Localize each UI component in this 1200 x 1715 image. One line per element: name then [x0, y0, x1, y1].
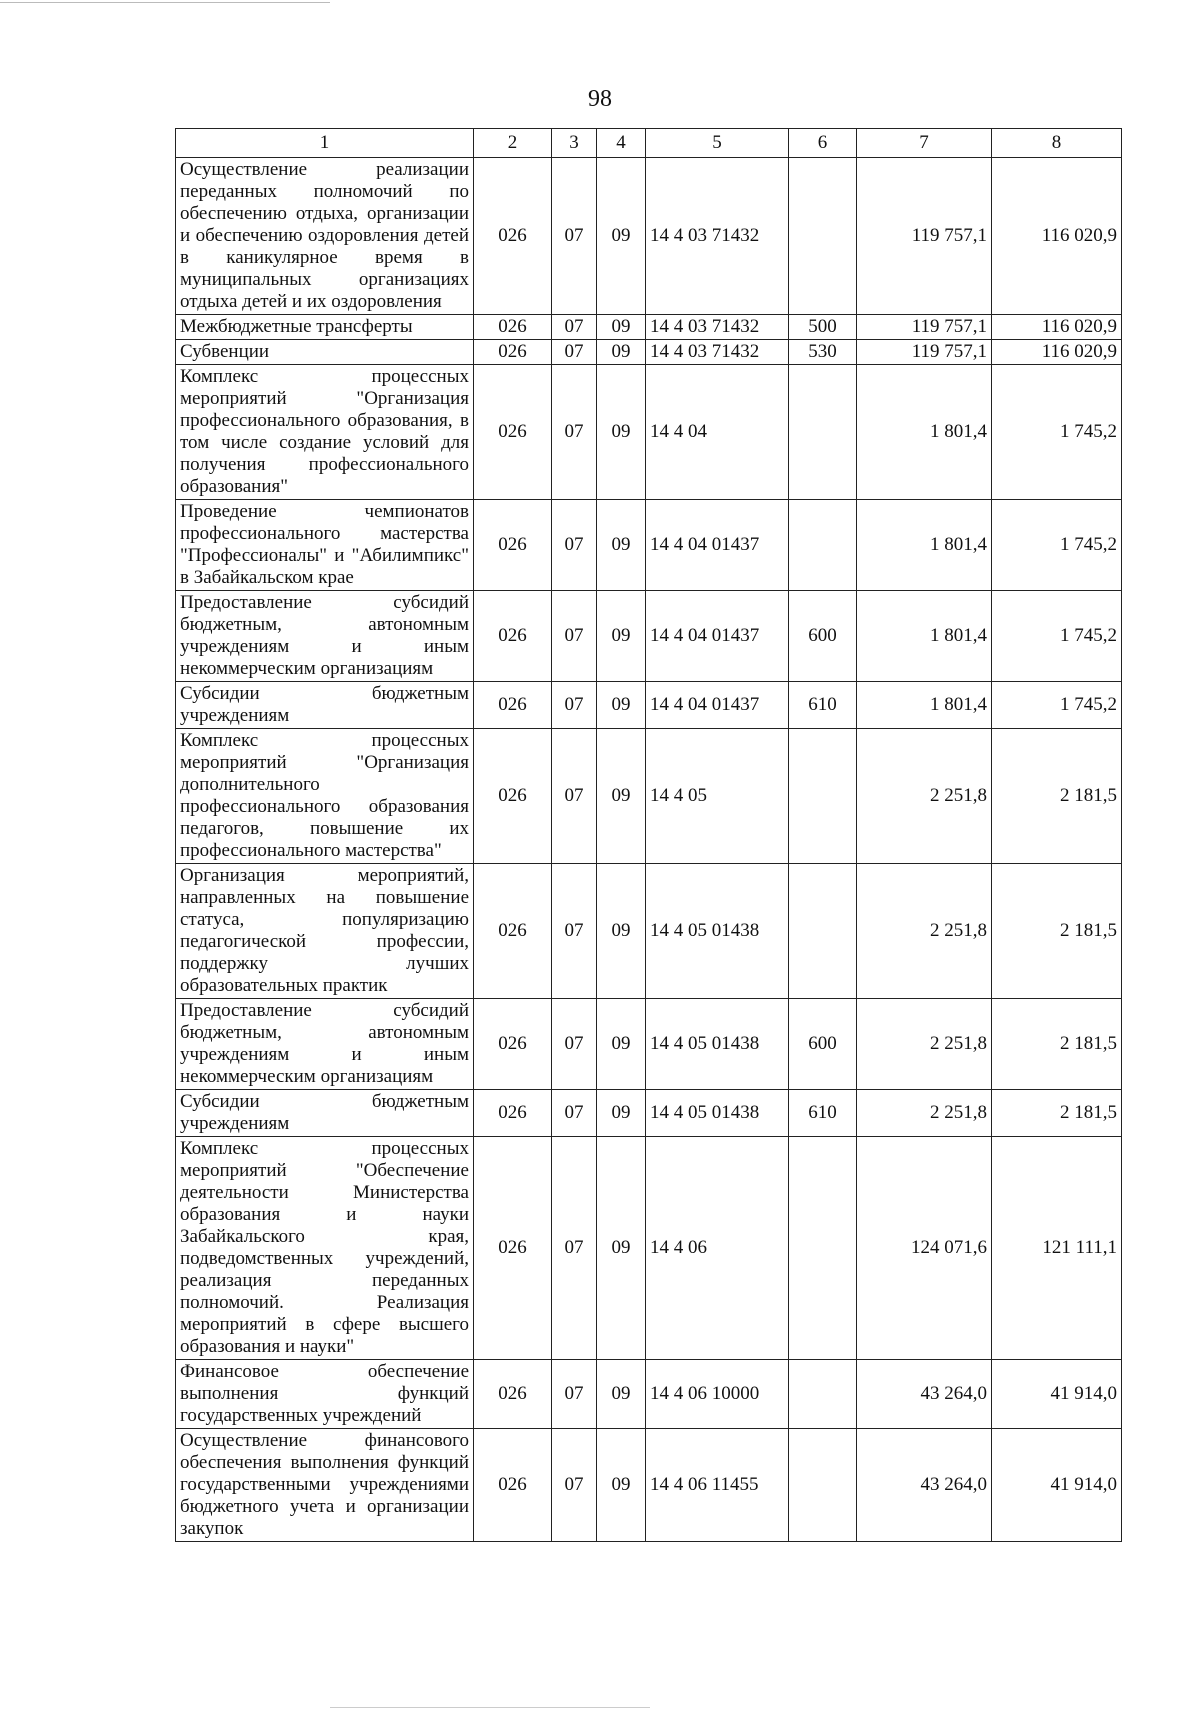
amount-col7: 1 801,4 [857, 591, 992, 682]
table-row [176, 340, 1122, 365]
subsection-code: 09 [597, 864, 646, 999]
column-header: 6 [789, 129, 857, 158]
column-header: 5 [646, 129, 789, 158]
row-name: Субсидии бюджетным учреждениям [176, 1090, 474, 1137]
table-row [176, 682, 1122, 729]
amount-col7: 43 264,0 [857, 1429, 992, 1542]
column-header: 2 [474, 129, 552, 158]
expense-type-code: 600 [789, 591, 857, 682]
row-name: Проведение чемпионатов профессионального мастерства "Профессионалы" и "Абилимпикс" в Забайкальском крае [176, 500, 474, 591]
target-article-code: 14 4 05 01438 [646, 999, 789, 1090]
ministry-code: 026 [474, 1137, 552, 1360]
table-row [176, 591, 1122, 682]
ministry-code: 026 [474, 864, 552, 999]
table-row [176, 315, 1122, 340]
row-name: Предоставление субсидий бюджетным, автономным учреждениям и иным некоммерческим организациям [176, 999, 474, 1090]
column-header: 8 [992, 129, 1122, 158]
ministry-code: 026 [474, 365, 552, 500]
target-article-code: 14 4 06 10000 [646, 1360, 789, 1429]
column-header: 4 [597, 129, 646, 158]
scan-artifact [0, 2, 330, 3]
amount-col7: 1 801,4 [857, 682, 992, 729]
target-article-code: 14 4 05 01438 [646, 864, 789, 999]
row-name: Осуществление финансового обеспечения выполнения функций государственными учреждениями бюджетного учета и организации закупок [176, 1429, 474, 1542]
budget-table [175, 128, 1122, 1542]
target-article-code: 14 4 04 01437 [646, 682, 789, 729]
ministry-code: 026 [474, 999, 552, 1090]
row-name: Субсидии бюджетным учреждениям [176, 682, 474, 729]
ministry-code: 026 [474, 591, 552, 682]
expense-type-code [789, 1360, 857, 1429]
expense-type-code [789, 729, 857, 864]
ministry-code: 026 [474, 682, 552, 729]
section-code: 07 [552, 1137, 597, 1360]
subsection-code: 09 [597, 340, 646, 365]
expense-type-code [789, 365, 857, 500]
amount-col8: 2 181,5 [992, 729, 1122, 864]
amount-col7: 2 251,8 [857, 999, 992, 1090]
row-name: Субвенции [176, 340, 474, 365]
expense-type-code [789, 500, 857, 591]
section-code: 07 [552, 1360, 597, 1429]
row-name: Комплекс процессных мероприятий "Обеспечение деятельности Министерства образования и науки Забайкальского края, подведомственных учреждений, реализация переданных полномочий. Реализация мероприятий в сфере высшего образования и науки" [176, 1137, 474, 1360]
row-name: Комплекс процессных мероприятий "Организация профессионального образования, в том числе создание условий для получения профессионального образования" [176, 365, 474, 500]
expense-type-code: 610 [789, 682, 857, 729]
target-article-code: 14 4 03 71432 [646, 340, 789, 365]
expense-type-code: 530 [789, 340, 857, 365]
expense-type-code [789, 1429, 857, 1542]
column-header: 7 [857, 129, 992, 158]
section-code: 07 [552, 340, 597, 365]
subsection-code: 09 [597, 158, 646, 315]
row-name: Комплекс процессных мероприятий "Организация дополнительного профессионального образования педагогов, повышение их профессионального мастерства" [176, 729, 474, 864]
target-article-code: 14 4 04 01437 [646, 591, 789, 682]
amount-col8: 2 181,5 [992, 1090, 1122, 1137]
subsection-code: 09 [597, 1090, 646, 1137]
target-article-code: 14 4 05 [646, 729, 789, 864]
amount-col8: 116 020,9 [992, 158, 1122, 315]
scan-artifact [330, 1707, 650, 1708]
table-row [176, 1090, 1122, 1137]
expense-type-code [789, 864, 857, 999]
table-row [176, 729, 1122, 864]
ministry-code: 026 [474, 1429, 552, 1542]
subsection-code: 09 [597, 500, 646, 591]
amount-col7: 124 071,6 [857, 1137, 992, 1360]
amount-col8: 1 745,2 [992, 682, 1122, 729]
amount-col7: 1 801,4 [857, 365, 992, 500]
table-row [176, 1137, 1122, 1360]
table-row [176, 1360, 1122, 1429]
section-code: 07 [552, 365, 597, 500]
column-header: 3 [552, 129, 597, 158]
subsection-code: 09 [597, 1137, 646, 1360]
subsection-code: 09 [597, 729, 646, 864]
section-code: 07 [552, 682, 597, 729]
section-code: 07 [552, 1429, 597, 1542]
section-code: 07 [552, 729, 597, 864]
target-article-code: 14 4 04 01437 [646, 500, 789, 591]
amount-col7: 1 801,4 [857, 500, 992, 591]
amount-col7: 119 757,1 [857, 315, 992, 340]
amount-col8: 1 745,2 [992, 500, 1122, 591]
section-code: 07 [552, 591, 597, 682]
ministry-code: 026 [474, 158, 552, 315]
amount-col8: 121 111,1 [992, 1137, 1122, 1360]
amount-col7: 2 251,8 [857, 729, 992, 864]
target-article-code: 14 4 03 71432 [646, 315, 789, 340]
row-name: Осуществление реализации переданных полномочий по обеспечению отдыха, организации и обеспечению оздоровления детей в каникулярное время в муниципальных организациях отдыха детей и их оздоровления [176, 158, 474, 315]
row-name: Межбюджетные трансферты [176, 315, 474, 340]
amount-col8: 116 020,9 [992, 315, 1122, 340]
amount-col8: 41 914,0 [992, 1429, 1122, 1542]
table-row [176, 500, 1122, 591]
amount-col8: 2 181,5 [992, 999, 1122, 1090]
expense-type-code: 500 [789, 315, 857, 340]
amount-col7: 43 264,0 [857, 1360, 992, 1429]
section-code: 07 [552, 864, 597, 999]
ministry-code: 026 [474, 729, 552, 864]
expense-type-code: 600 [789, 999, 857, 1090]
subsection-code: 09 [597, 682, 646, 729]
section-code: 07 [552, 500, 597, 591]
expense-type-code [789, 158, 857, 315]
subsection-code: 09 [597, 365, 646, 500]
table-row [176, 158, 1122, 315]
target-article-code: 14 4 04 [646, 365, 789, 500]
header-row [176, 129, 1122, 158]
amount-col8: 1 745,2 [992, 591, 1122, 682]
ministry-code: 026 [474, 340, 552, 365]
row-name: Организация мероприятий, направленных на повышение статуса, популяризацию педагогической профессии, поддержку лучших образовательных практик [176, 864, 474, 999]
subsection-code: 09 [597, 999, 646, 1090]
ministry-code: 026 [474, 1090, 552, 1137]
target-article-code: 14 4 05 01438 [646, 1090, 789, 1137]
target-article-code: 14 4 06 [646, 1137, 789, 1360]
table-row [176, 999, 1122, 1090]
amount-col8: 1 745,2 [992, 365, 1122, 500]
expense-type-code: 610 [789, 1090, 857, 1137]
subsection-code: 09 [597, 1429, 646, 1542]
column-header: 1 [176, 129, 474, 158]
amount-col7: 119 757,1 [857, 158, 992, 315]
amount-col7: 2 251,8 [857, 1090, 992, 1137]
section-code: 07 [552, 1090, 597, 1137]
target-article-code: 14 4 06 11455 [646, 1429, 789, 1542]
subsection-code: 09 [597, 591, 646, 682]
amount-col8: 2 181,5 [992, 864, 1122, 999]
section-code: 07 [552, 999, 597, 1090]
target-article-code: 14 4 03 71432 [646, 158, 789, 315]
ministry-code: 026 [474, 1360, 552, 1429]
table-row [176, 864, 1122, 999]
expense-type-code [789, 1137, 857, 1360]
table-row [176, 365, 1122, 500]
page-number: 98 [588, 86, 612, 112]
ministry-code: 026 [474, 500, 552, 591]
amount-col8: 41 914,0 [992, 1360, 1122, 1429]
table-row [176, 1429, 1122, 1542]
section-code: 07 [552, 158, 597, 315]
amount-col7: 119 757,1 [857, 340, 992, 365]
section-code: 07 [552, 315, 597, 340]
row-name: Предоставление субсидий бюджетным, автономным учреждениям и иным некоммерческим организациям [176, 591, 474, 682]
subsection-code: 09 [597, 315, 646, 340]
amount-col7: 2 251,8 [857, 864, 992, 999]
amount-col8: 116 020,9 [992, 340, 1122, 365]
row-name: Финансовое обеспечение выполнения функций государственных учреждений [176, 1360, 474, 1429]
ministry-code: 026 [474, 315, 552, 340]
subsection-code: 09 [597, 1360, 646, 1429]
